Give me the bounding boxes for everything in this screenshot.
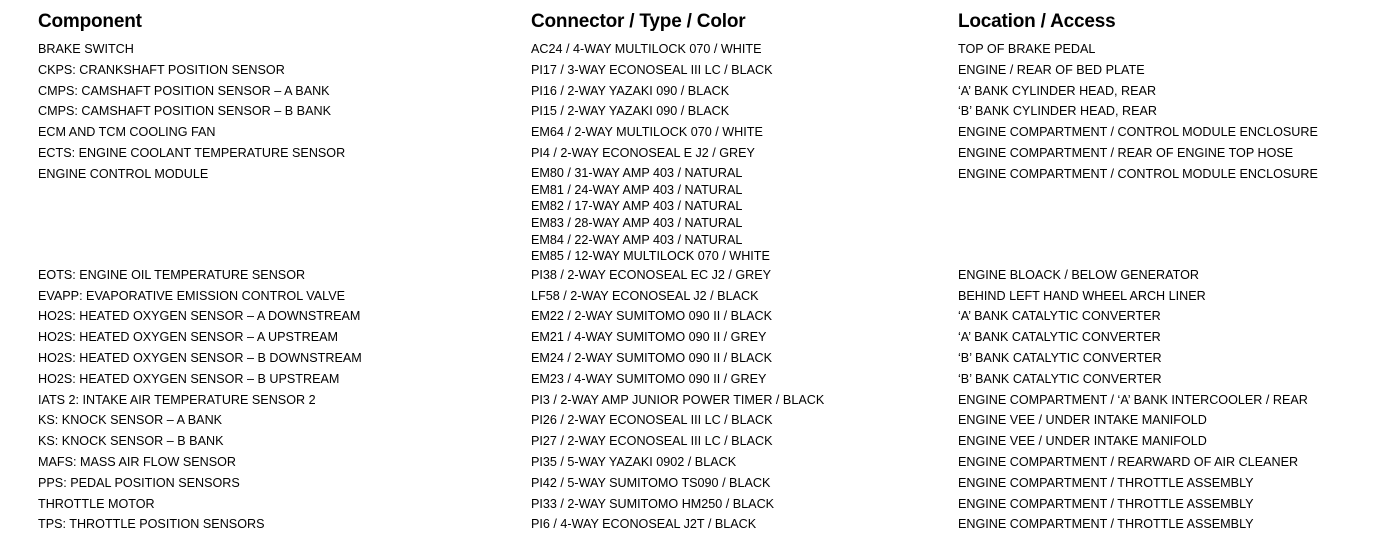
connector-cell bbox=[531, 327, 958, 348]
location-cell: ENGINE COMPARTMENT / THROTTLE ASSEMBLY bbox=[958, 496, 1254, 511]
location-cell: ENGINE VEE / UNDER INTAKE MANIFOLD bbox=[958, 434, 1207, 449]
table-row bbox=[38, 431, 1358, 452]
connector-cell bbox=[531, 60, 958, 81]
component-cell: CMPS: CAMSHAFT POSITION SENSOR – B BANK bbox=[38, 104, 331, 119]
connector-cell bbox=[531, 514, 958, 535]
connector-cell bbox=[531, 164, 958, 265]
connector-entry: PI4 / 2-WAY ECONOSEAL E J2 / GREY bbox=[531, 145, 755, 160]
table-row bbox=[38, 410, 1358, 431]
connector-entry: PI26 / 2-WAY ECONOSEAL III LC / BLACK bbox=[531, 413, 773, 428]
location-cell: ENGINE COMPARTMENT / ‘A’ BANK INTERCOOLER / REAR bbox=[958, 392, 1308, 407]
component-cell: ENGINE CONTROL MODULE bbox=[38, 166, 209, 181]
component-cell: HO2S: HEATED OXYGEN SENSOR – B UPSTREAM bbox=[38, 371, 340, 386]
component-cell: PPS: PEDAL POSITION SENSORS bbox=[38, 475, 240, 490]
component-cell: THROTTLE MOTOR bbox=[38, 496, 155, 511]
connector-cell bbox=[531, 143, 958, 164]
component-cell: MAFS: MASS AIR FLOW SENSOR bbox=[38, 454, 237, 469]
connector-entry: AC24 / 4-WAY MULTILOCK 070 / WHITE bbox=[531, 42, 762, 56]
table-row bbox=[38, 286, 1358, 307]
connector-entry: PI35 / 5-WAY YAZAKI 0902 / BLACK bbox=[531, 454, 737, 469]
component-cell: KS: KNOCK SENSOR – A BANK bbox=[38, 413, 223, 428]
connector-entry: PI42 / 5-WAY SUMITOMO TS090 / BLACK bbox=[531, 475, 771, 490]
component-table bbox=[38, 8, 1358, 535]
connector-entry: EM23 / 4-WAY SUMITOMO 090 II / GREY bbox=[531, 371, 767, 386]
table-row bbox=[38, 39, 1358, 60]
location-cell: ‘B’ BANK CYLINDER HEAD, REAR bbox=[958, 104, 1157, 119]
component-cell: CKPS: CRANKSHAFT POSITION SENSOR bbox=[38, 62, 285, 77]
location-cell: ENGINE VEE / UNDER INTAKE MANIFOLD bbox=[958, 413, 1207, 428]
component-cell: KS: KNOCK SENSOR – B BANK bbox=[38, 434, 224, 449]
table-row bbox=[38, 143, 1358, 164]
connector-cell bbox=[531, 348, 958, 369]
table-row bbox=[38, 306, 1358, 327]
component-cell: ECTS: ENGINE COOLANT TEMPERATURE SENSOR bbox=[38, 145, 346, 160]
location-cell: ‘B’ BANK CATALYTIC CONVERTER bbox=[958, 350, 1162, 365]
table-row bbox=[38, 101, 1358, 122]
connector-entry: EM85 / 12-WAY MULTILOCK 070 / WHITE bbox=[531, 249, 770, 264]
table-row bbox=[38, 473, 1358, 494]
location-cell: ‘A’ BANK CATALYTIC CONVERTER bbox=[958, 309, 1161, 324]
connector-cell bbox=[531, 452, 958, 473]
location-cell: ‘A’ BANK CYLINDER HEAD, REAR bbox=[958, 83, 1157, 98]
connector-entry: PI38 / 2-WAY ECONOSEAL EC J2 / GREY bbox=[531, 267, 772, 282]
connector-entry: EM82 / 17-WAY AMP 403 / NATURAL bbox=[531, 199, 743, 214]
connector-entry: EM24 / 2-WAY SUMITOMO 090 II / BLACK bbox=[531, 350, 772, 365]
connector-cell bbox=[531, 265, 958, 286]
location-cell: ENGINE COMPARTMENT / CONTROL MODULE ENCLOSURE bbox=[958, 166, 1318, 181]
component-cell: BRAKE SWITCH bbox=[38, 42, 134, 56]
table-row bbox=[38, 265, 1358, 286]
table-row bbox=[38, 369, 1358, 390]
table-row bbox=[38, 327, 1358, 348]
connector-entry: EM22 / 2-WAY SUMITOMO 090 II / BLACK bbox=[531, 309, 772, 324]
connector-cell bbox=[531, 81, 958, 102]
component-cell: EVAPP: EVAPORATIVE EMISSION CONTROL VALVE bbox=[38, 288, 345, 303]
component-cell: TPS: THROTTLE POSITION SENSORS bbox=[38, 517, 265, 532]
table-row bbox=[38, 390, 1358, 411]
table-row bbox=[38, 81, 1358, 102]
location-cell: ‘A’ BANK CATALYTIC CONVERTER bbox=[958, 330, 1161, 345]
connector-entry: PI33 / 2-WAY SUMITOMO HM250 / BLACK bbox=[531, 496, 775, 511]
connector-cell bbox=[531, 39, 958, 60]
connector-cell bbox=[531, 286, 958, 307]
location-cell: ENGINE COMPARTMENT / CONTROL MODULE ENCLOSURE bbox=[958, 125, 1318, 140]
table-row bbox=[38, 494, 1358, 515]
location-cell: ENGINE COMPARTMENT / THROTTLE ASSEMBLY bbox=[958, 517, 1254, 532]
component-cell: HO2S: HEATED OXYGEN SENSOR – A DOWNSTREAM bbox=[38, 309, 361, 324]
connector-cell bbox=[531, 101, 958, 122]
connector-entry: EM83 / 28-WAY AMP 403 / NATURAL bbox=[531, 215, 743, 230]
location-cell: ENGINE COMPARTMENT / REARWARD OF AIR CLEANER bbox=[958, 454, 1299, 469]
connector-entry: LF58 / 2-WAY ECONOSEAL J2 / BLACK bbox=[531, 288, 759, 303]
header-location: Location / Access bbox=[958, 11, 1116, 32]
location-cell: TOP OF BRAKE PEDAL bbox=[958, 42, 1096, 56]
component-cell: ECM AND TCM COOLING FAN bbox=[38, 125, 216, 140]
connector-entry: EM21 / 4-WAY SUMITOMO 090 II / GREY bbox=[531, 330, 767, 345]
table-row bbox=[38, 164, 1358, 265]
connector-entry: EM84 / 22-WAY AMP 403 / NATURAL bbox=[531, 232, 743, 247]
connector-cell bbox=[531, 390, 958, 411]
connector-entry: PI3 / 2-WAY AMP JUNIOR POWER TIMER / BLACK bbox=[531, 392, 825, 407]
location-cell: BEHIND LEFT HAND WHEEL ARCH LINER bbox=[958, 288, 1206, 303]
header-component: Component bbox=[38, 11, 142, 32]
connector-entry: EM81 / 24-WAY AMP 403 / NATURAL bbox=[531, 182, 743, 197]
table-row bbox=[38, 514, 1358, 535]
table-body bbox=[38, 39, 1358, 535]
table-row bbox=[38, 452, 1358, 473]
table-row bbox=[38, 122, 1358, 143]
component-cell: EOTS: ENGINE OIL TEMPERATURE SENSOR bbox=[38, 267, 306, 282]
component-cell: IATS 2: INTAKE AIR TEMPERATURE SENSOR 2 bbox=[38, 392, 316, 407]
table-row bbox=[38, 348, 1358, 369]
connector-cell bbox=[531, 473, 958, 494]
connector-cell bbox=[531, 410, 958, 431]
location-cell: ‘B’ BANK CATALYTIC CONVERTER bbox=[958, 371, 1162, 386]
connector-entry: PI17 / 3-WAY ECONOSEAL III LC / BLACK bbox=[531, 62, 773, 77]
table-header bbox=[38, 8, 1358, 36]
connector-cell bbox=[531, 306, 958, 327]
connector-entry: PI15 / 2-WAY YAZAKI 090 / BLACK bbox=[531, 104, 730, 119]
component-cell: HO2S: HEATED OXYGEN SENSOR – A UPSTREAM bbox=[38, 330, 338, 345]
location-cell: ENGINE / REAR OF BED PLATE bbox=[958, 62, 1145, 77]
header-connector: Connector / Type / Color bbox=[531, 11, 746, 32]
location-cell: ENGINE COMPARTMENT / THROTTLE ASSEMBLY bbox=[958, 475, 1254, 490]
table-row bbox=[38, 60, 1358, 81]
connector-cell bbox=[531, 369, 958, 390]
connector-cell bbox=[531, 431, 958, 452]
component-cell: CMPS: CAMSHAFT POSITION SENSOR – A BANK bbox=[38, 83, 330, 98]
connector-entry: PI27 / 2-WAY ECONOSEAL III LC / BLACK bbox=[531, 434, 773, 449]
connector-entry: EM64 / 2-WAY MULTILOCK 070 / WHITE bbox=[531, 125, 763, 140]
location-cell: ENGINE COMPARTMENT / REAR OF ENGINE TOP HOSE bbox=[958, 145, 1294, 160]
component-cell: HO2S: HEATED OXYGEN SENSOR – B DOWNSTREAM bbox=[38, 350, 362, 365]
connector-cell bbox=[531, 122, 958, 143]
location-cell: ENGINE BLOACK / BELOW GENERATOR bbox=[958, 267, 1199, 282]
connector-entry: PI6 / 4-WAY ECONOSEAL J2T / BLACK bbox=[531, 517, 757, 532]
connector-cell bbox=[531, 494, 958, 515]
connector-entry: PI16 / 2-WAY YAZAKI 090 / BLACK bbox=[531, 83, 730, 98]
connector-entry: EM80 / 31-WAY AMP 403 / NATURAL bbox=[531, 165, 743, 180]
